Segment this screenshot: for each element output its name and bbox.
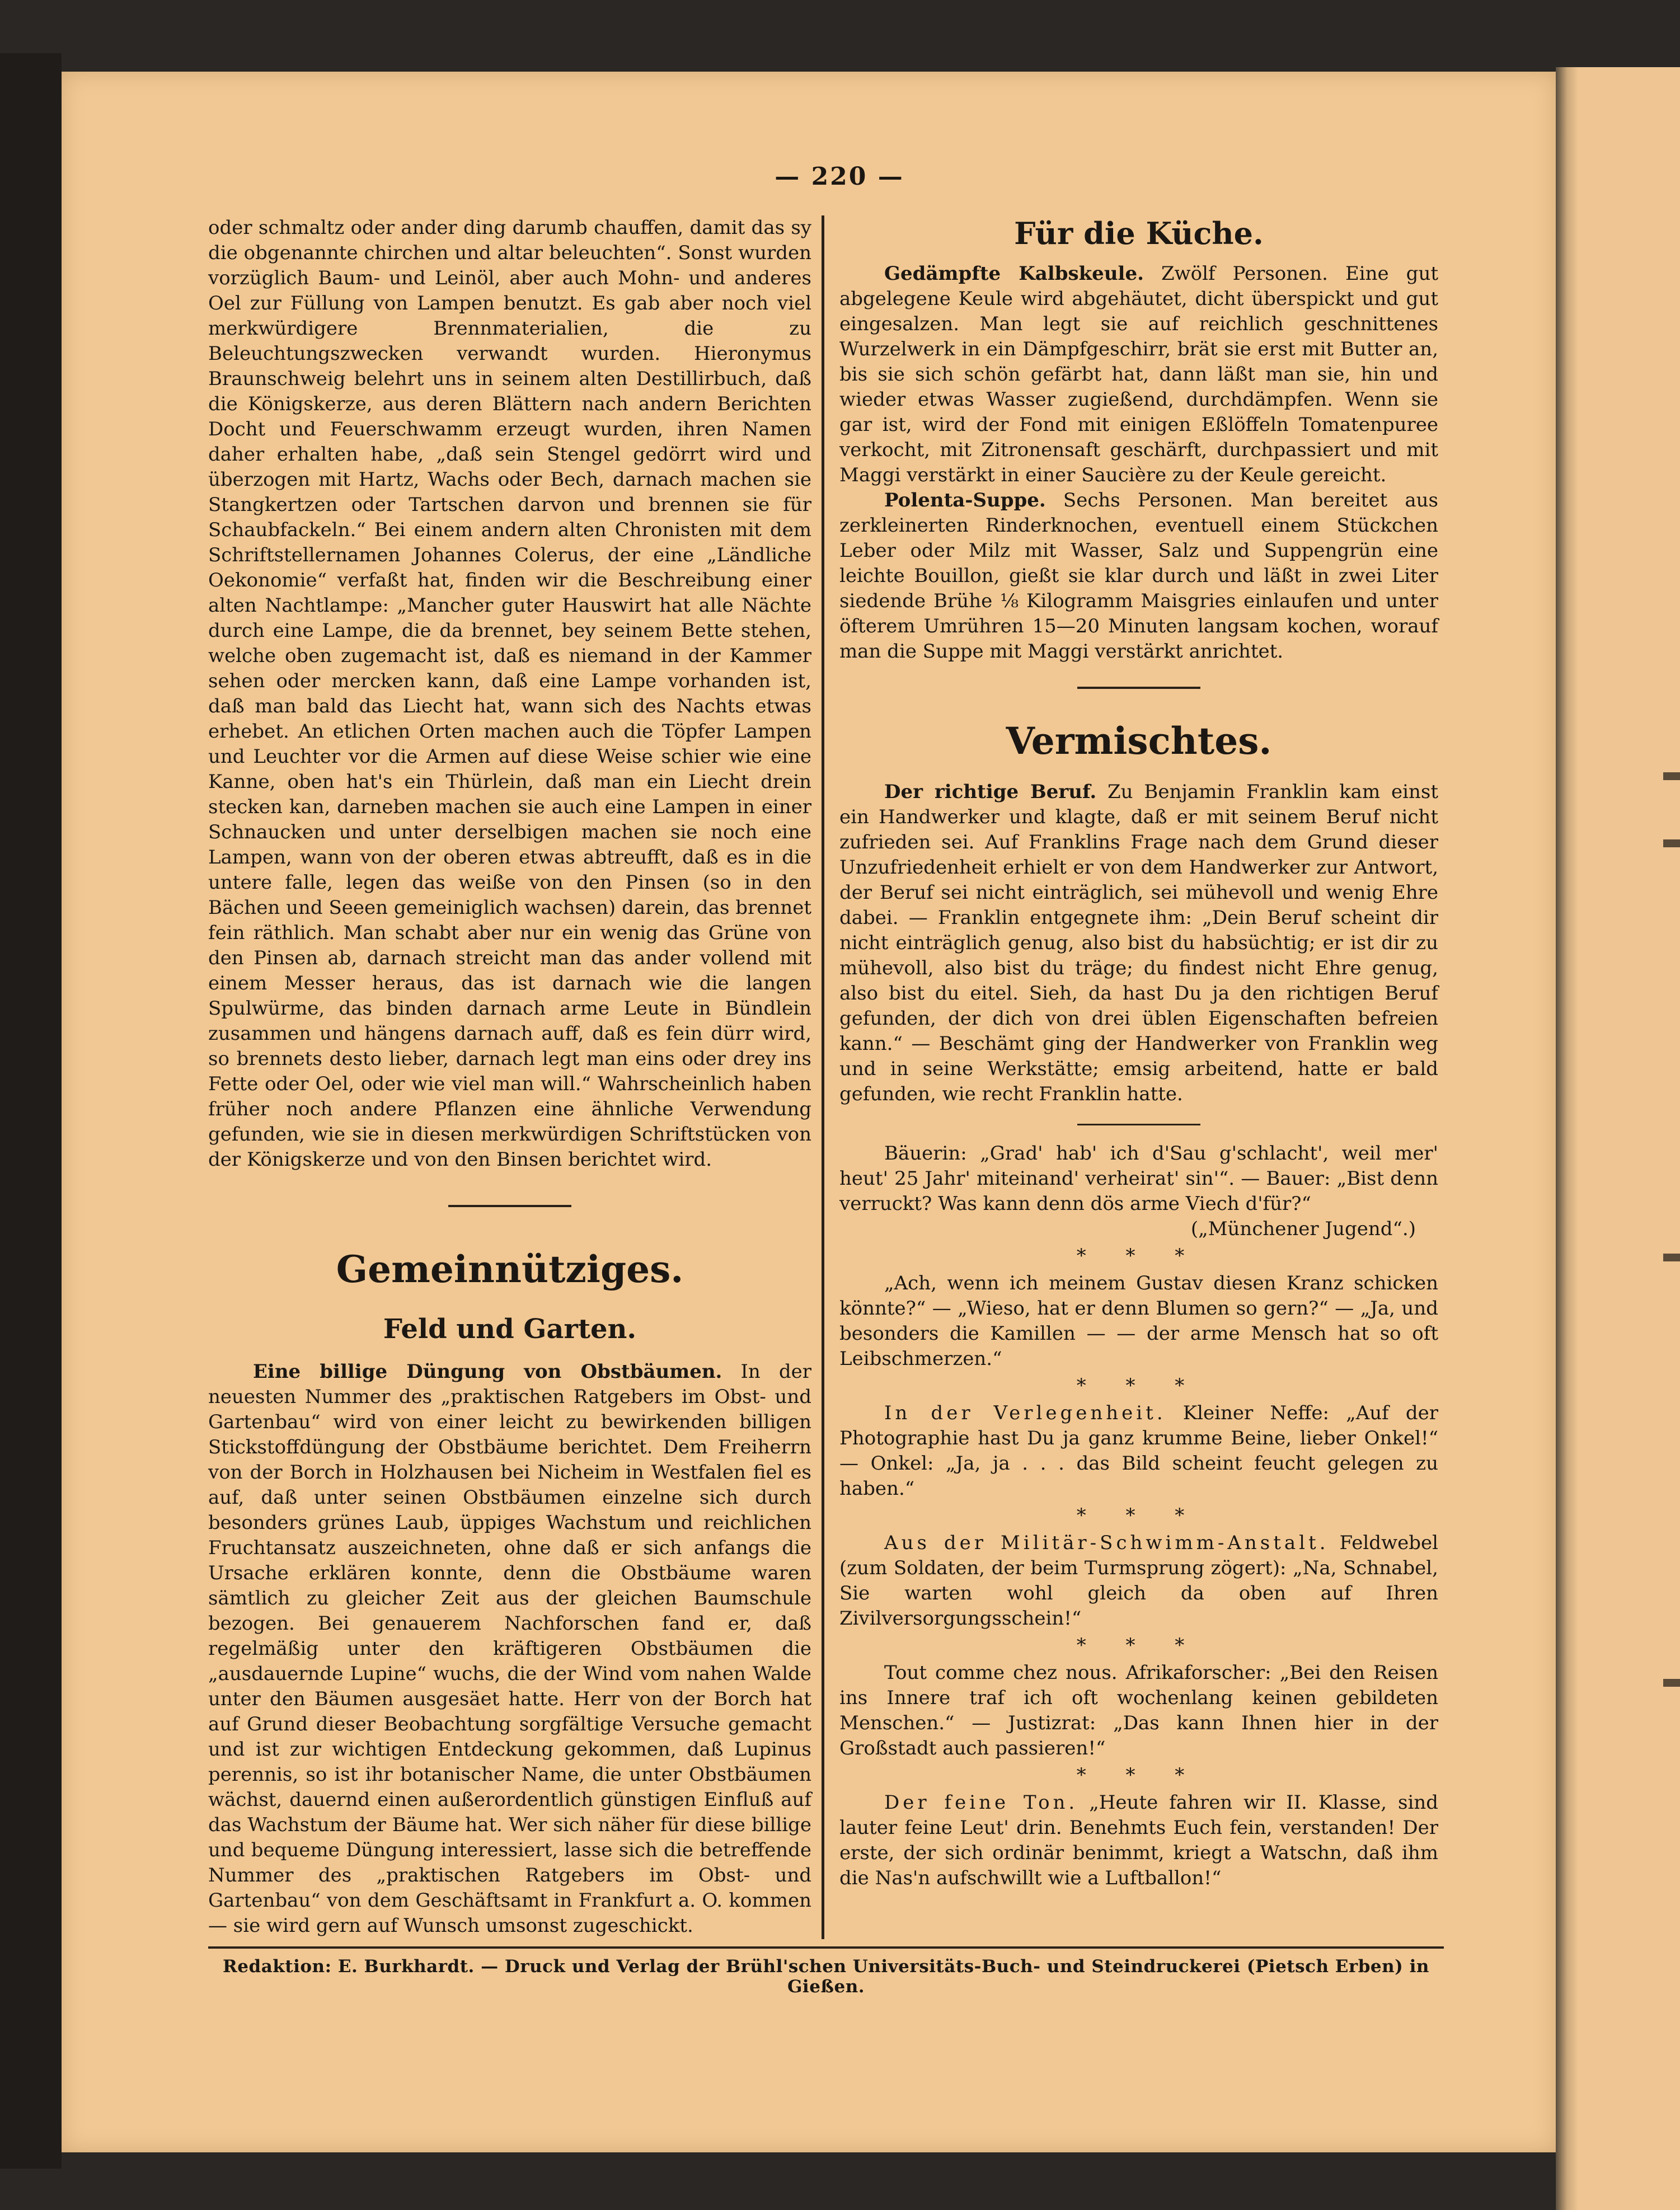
lamp-history-paragraph: oder schmaltz oder ander ding darumb chauffen, damit das sy die obgenannte chirchen und altar beleuchten“. Sonst wurden vorzüglich Baum- und Leinöl, aber auch Mohn- und anderes Oel zur Füllung von Lampen benutzt. Es gab aber noch viel merkwürdigere Brennmaterialien, die zu Beleuchtungszwecken verwandt wurden. Hieronymus Braunschweig belehrt uns in seinem alten Destillirbuch, daß die Königskerze, aus deren Blättern nach andern Berichten Docht und Feuerschwamm erzeugt wurden, ihren Namen daher erhalten habe, „daß sein Stengel gedörrt wird und überzogen mit Hartz, Wachs oder Bech, darnach machen sie Stangkertzen oder Tartschen darvon und brennen sie für Schaubfackeln.“ Bei einem andern alten Chronisten mit dem Schriftstellernamen Johannes Colerus, der eine „Ländliche Oekonomie“ verfaßt hat, finden wir die Beschreibung einer alten Nachtlampe: „Mancher guter Hauswirt hat alle Nächte durch eine Lampe, die da brennet, bey seinem Bette stehen, welche oben zugemacht ist, daß es niemand in der Kammer sehen oder mercken kann, daß eine Lampe vorhanden ist, daß man bald das Liecht hat, wann sich des Nachts etwas erhebet. An etlichen Orten machen auch die Töpfer Lampen und Leuchter vor die Armen auf diese Weise schier wie eine Kanne, oben hat's ein Thürlein, daß man ein Liecht drein stecken kan, darneben machen sie auch eine Lampen in einer Schnaucken und unter derselbigen machen sie noch eine Lampen, wann von der oberen etwas abtreufft, daß es in die untere falle, legen das weiße von den Pinsen (so in den Bächen und Seeen gemeiniglich wachsen) darein, das brennet fein räthlich. Man schabt aber nur ein wenig das Grüne von den Pinsen ab, darnach streicht man das ander vollend mit einem Messer heraus, das ist darnach wie die langen Spulwürme, das binden darnach arme Leute in Bündlein zusammen und hängens darnach auff, daß es fein dürr wird, so brennets desto lieber, darnach legt man eins oder drey ins Fette oder Oel, oder wie viel man will.“ Wahrscheinlich haben früher noch andere Pflanzen eine ähnliche Verwendung gefunden, wie sie in diesen merkwürdigen Schriftstücken von der Königskerze und von den Binsen berichtet wird. bbox=[208, 217, 811, 1171]
joke-body: Feldwebel (zum Soldaten, der beim Turmsprung zögert): „Na, Schnabel, Sie warten wohl gleich da oben auf Ihren Zivilversorgungsschein!“ bbox=[839, 1532, 1439, 1630]
adjacent-text-fragment bbox=[1663, 839, 1680, 847]
page-number: — 220 — bbox=[775, 162, 904, 191]
joke-body: „Ach, wenn ich meinem Gustav diesen Kranz schicken könnte?“ — „Wieso, hat er denn Blumen so gern?“ — „Ja, und besonders die Kamillen — — der arme Mensch hat so oft Leibschmerzen.“ bbox=[839, 1272, 1438, 1370]
recipe-title: Polenta-Suppe. bbox=[884, 489, 1046, 512]
joke-item bbox=[839, 1141, 1438, 1217]
joke-attribution: („Münchener Jugend“.) bbox=[1190, 1218, 1416, 1240]
subsection-heading-feld-und-garten: Feld und Garten. bbox=[383, 1313, 637, 1345]
joke-lead: Der feine Ton. bbox=[884, 1791, 1078, 1814]
joke-body: Afrikaforscher: „Bei den Reisen ins Innere traf ich oft wochenlang keinen gebildeten Menschen.“ — Justizrat: „Das kann Ihnen hier in der Großstadt auch passieren!“ bbox=[839, 1662, 1438, 1759]
joke-item bbox=[839, 1790, 1438, 1891]
adjacent-text-fragment bbox=[1663, 1679, 1680, 1687]
asterism-separator: * * * bbox=[1076, 1764, 1202, 1786]
fertilizer-article bbox=[208, 1359, 811, 1939]
recipe-body: Zwölf Personen. Eine gut abgelegene Keule wird abgehäutet, dicht überspickt und gut eingesalzen. Man legt sie auf reichlich geschnittenes Wurzelwerk in ein Dämpfgeschirr, brät sie erst mit Butter an, bis sie sich schön gefärbt hat, dann läßt man sie, hin und wieder etwas Wasser zugießend, durchdämpfen. Wenn sie gar ist, wird der Fond mit einigen Eßlöffeln Tomatenpuree verkocht, mit Zitronensaft geschärft, durchpassiert und mit Maggi verstärkt in einer Saucière zu der Keule gereicht. bbox=[839, 262, 1438, 486]
adjacent-text-fragment bbox=[1663, 772, 1680, 780]
imprint-footer: Redaktion: E. Burkhardt. — Druck und Verlag der Brühl'schen Universitäts-Buch- und Steindruckerei (Pietsch Erben) in Gießen. bbox=[223, 1956, 1429, 1997]
recipe-kalbskeule bbox=[839, 261, 1438, 488]
fertilizer-article-title: Eine billige Düngung von Obstbäumen. bbox=[253, 1360, 722, 1383]
footer-rule bbox=[208, 1946, 1444, 1949]
section-heading-gemeinnuetziges: Gemeinnütziges. bbox=[336, 1247, 684, 1291]
joke-body: Kleiner Neffe: „Auf der Photographie hast Du ja ganz krumme Beine, lieber Onkel!“ — Onkel: „Ja, ja . . . das Bild scheint feucht gelegen zu haben.“ bbox=[839, 1402, 1439, 1500]
joke-lead: In der Verlegenheit. bbox=[884, 1402, 1166, 1424]
joke-item bbox=[839, 1401, 1438, 1502]
asterism-separator: * * * bbox=[1076, 1245, 1202, 1267]
franklin-story bbox=[839, 780, 1438, 1107]
adjacent-page-edge bbox=[1556, 67, 1680, 2210]
section-heading-kueche: Für die Küche. bbox=[1014, 215, 1264, 251]
joke-item bbox=[839, 1660, 1438, 1761]
joke-lead: Tout comme chez nous. bbox=[884, 1662, 1118, 1684]
column-divider bbox=[822, 215, 824, 1939]
story-body: Zu Benjamin Franklin kam einst ein Handwerker und klagte, daß er mit seinem Beruf nicht zufrieden sei. Auf Franklins Frage nach dem Grund dieser Unzufriedenheit erhielt er von dem Handwerker zur Antwort, der Beruf sei nicht einträglich, sei mühevoll und wenig Ehre dabei. — Franklin entgegnete ihm: „Dein Beruf scheint dir nicht einträglich genug, also bist du habsüchtig; er ist dir zu mühevoll, also bist du träge; du findest nicht Ehre genug, also bist du eitel. Sieh, da hast Du ja den richtigen Beruf gefunden, der dich von drei üblen Eigenschaften befreien kann.“ — Beschämt ging der Handwerker von Franklin weg und in seine Werkstätte; emsig arbeitend, hatte er bald gefunden, wie recht Franklin hatte. bbox=[839, 781, 1438, 1105]
section-heading-vermischtes: Vermischtes. bbox=[1006, 719, 1272, 763]
scan-left-edge bbox=[0, 53, 62, 2169]
recipe-polenta-suppe bbox=[839, 488, 1438, 664]
recipe-title: Gedämpfte Kalbskeule. bbox=[884, 262, 1144, 285]
left-column bbox=[208, 215, 811, 1939]
joke-lead: Aus der Militär-Schwimm-Anstalt. bbox=[884, 1532, 1329, 1554]
fertilizer-article-body: In der neuesten Nummer des „praktischen Ratgebers im Obst- und Gartenbau“ wird von einer leicht zu bewirkenden billigen Stickstoffdüngung der Obstbäume berichtet. Dem Freiherrn von der Borch in Holzhausen bei Nicheim in Westfalen fiel es auf, daß unter seinen Obstbäumen einzelne sich durch besonders grünes Laub, üppiges Wachstum und reichlichen Fruchtansatz auszeichneten, ohne daß er sich anfangs die Ursache erklären konnte, denn die Obstbäume waren sämtlich zu gleicher Zeit aus der gleichen Baumschule bezogen. Bei genauerem Nachforschen fand er, daß regelmäßig unter den kräftigeren Obstbäumen die „ausdauernde Lupine“ wuchs, die der Wind vom nahen Walde unter den Bäumen ausgesäet hatte. Herr von der Borch hat auf Grund dieser Beobachtung sorgfältige Versuche gemacht und ist zur wichtigen Entdeckung gekommen, daß Lupinus perennis, so ist ihr botanischer Name, die unter Obstbäumen wächst, dauernd einen außerordentlich günstigen Einfluß auf das Wachstum der Bäume hat. Wer sich näher für diese billige und bequeme Düngung interessiert, lasse sich die betreffende Nummer des „praktischen Ratgebers im Obst- und Gartenbau“ von dem Geschäftsamt in Frankfurt a. O. kommen — sie wird gern auf Wunsch umsonst zugeschickt. bbox=[208, 1360, 811, 1937]
recipe-body: Sechs Personen. Man bereitet aus zerkleinerten Rinderknochen, eventuell einem Stückchen Leber oder Milz mit Wasser, Salz und Suppengrün eine leichte Bouillon, gießt sie klar durch und läßt in zwei Liter siedende Brühe ⅛ Kilogramm Maisgries einlaufen und unter öfterem Umrühren 15—20 Minuten langsam kochen, worauf man die Suppe mit Maggi verstärkt anrichtet. bbox=[839, 489, 1438, 663]
asterism-separator: * * * bbox=[1076, 1504, 1202, 1527]
joke-item bbox=[839, 1271, 1438, 1372]
joke-body: Bäuerin: „Grad' hab' ich d'Sau g'schlacht', weil mer' heut' 25 Jahr' miteinand' verheirat' sin'“. — Bauer: „Bist denn verruckt? Was kann denn dös arme Viech d'für?“ bbox=[839, 1142, 1438, 1215]
joke-item bbox=[839, 1531, 1438, 1631]
right-column bbox=[839, 215, 1438, 1891]
adjacent-text-fragment bbox=[1663, 1254, 1680, 1261]
story-title: Der richtige Beruf. bbox=[884, 781, 1097, 803]
asterism-separator: * * * bbox=[1076, 1634, 1202, 1657]
asterism-separator: * * * bbox=[1076, 1374, 1202, 1397]
joke-body: „Heute fahren wir II. Klasse, sind lauter feine Leut' drin. Benehmts Euch fein, verstanden! Der erste, der sich ordinär benimmt, kriegt a Watschn, daß ihm die Nas'n aufschwillt wie a Luftballon!“ bbox=[839, 1791, 1438, 1889]
